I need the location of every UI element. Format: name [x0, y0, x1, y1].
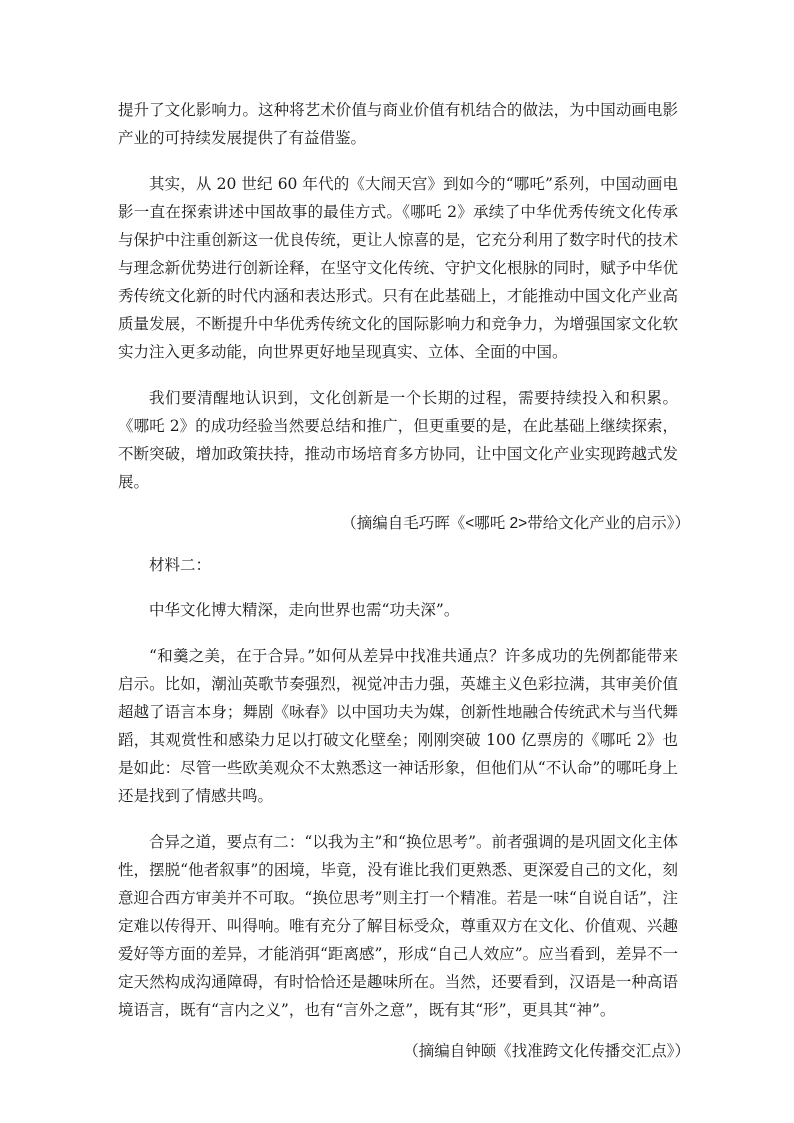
material-one-paragraph-3: 我们要清醒地认识到，文化创新是一个长期的过程，需要持续投入和积累。《哪吒 2》的成功经验当然要总结和推广，但更重要的是，在此基础上继续探索，不断突破，增加政策扶持，推动市场培育多方协同，让中国文化产业实现跨越式发展。 [118, 389, 678, 491]
material-one-source: （摘编自毛巧晖《<哪吒 2>带给文化产业的启示》） [341, 515, 690, 532]
document-page [118, 96, 690, 1066]
material-two-source: （摘编自钟颐《找准跨文化传播交汇点》） [403, 1043, 690, 1060]
material-two-paragraph-2: “和羹之美，在于合异。”如何从差异中找准共通点？许多成功的先例都能带来启示。比如，潮汕英歌节奏强烈，视觉冲击力强，英雄主义色彩拉满，其审美价值超越了语言本身；舞剧《咏春》以中国功夫为媒，创新性地融合传统武术与当代舞蹈，其观赏性和感染力足以打破文化壁垒；刚刚突破 100 亿票房的《哪吒 2》也是如此：尽管一些欧美观众不太熟悉这一神话形象，但他们从“不认命”的哪吒身上还是找到了情感共鸣。 [118, 647, 678, 805]
material-two-paragraph-1: 中华文化博大精深，走向世界也需“功夫深”。 [149, 601, 460, 619]
material-two-paragraph-3: 合异之道，要点有二：“以我为主”和“换位思考”。前者强调的是巩固文化主体性，摆脱“他者叙事”的困境，毕竟，没有谁比我们更熟悉、更深爱自己的文化，刻意迎合西方审美并不可取。“换位思考”则主打一个精准。若是一味“自说自话”，注定难以传得开、叫得响。唯有充分了解目标受众，尊重双方在文化、价值观、兴趣爱好等方面的差异，才能消弭“距离感”，形成“自己人效应”。应当看到，差异不一定天然构成沟通障碍，有时恰恰还是趣味所在。当然，还要看到，汉语是一种高语境语言，既有“言内之义”，也有“言外之意”，既有其“形”，更具其“神”。 [118, 833, 678, 1019]
material-two-label: 材料二： [149, 557, 212, 574]
material-one-paragraph-1: 提升了文化影响力。这种将艺术价值与商业价值有机结合的做法，为中国动画电影产业的可持续发展提供了有益借鉴。 [118, 101, 678, 147]
material-one-paragraph-2: 其实，从 20 世纪 60 年代的《大闹天宫》到如今的“哪吒”系列，中国动画电影一直在探索讲述中国故事的最佳方式。《哪吒 2》承续了中华优秀传统文化传承与保护中注重创新这一优良传统，更让人惊喜的是，它充分利用了数字时代的技术与理念新优势进行创新诠释，在坚守文化传统、守护文化根脉的同时，赋予中华优秀传统文化新的时代内涵和表达形式。只有在此基础上，才能推动中国文化产业高质量发展，不断提升中华优秀传统文化的国际影响力和竞争力，为增强国家文化软实力注入更多动能，向世界更好地呈现真实、立体、全面的中国。 [118, 175, 678, 361]
